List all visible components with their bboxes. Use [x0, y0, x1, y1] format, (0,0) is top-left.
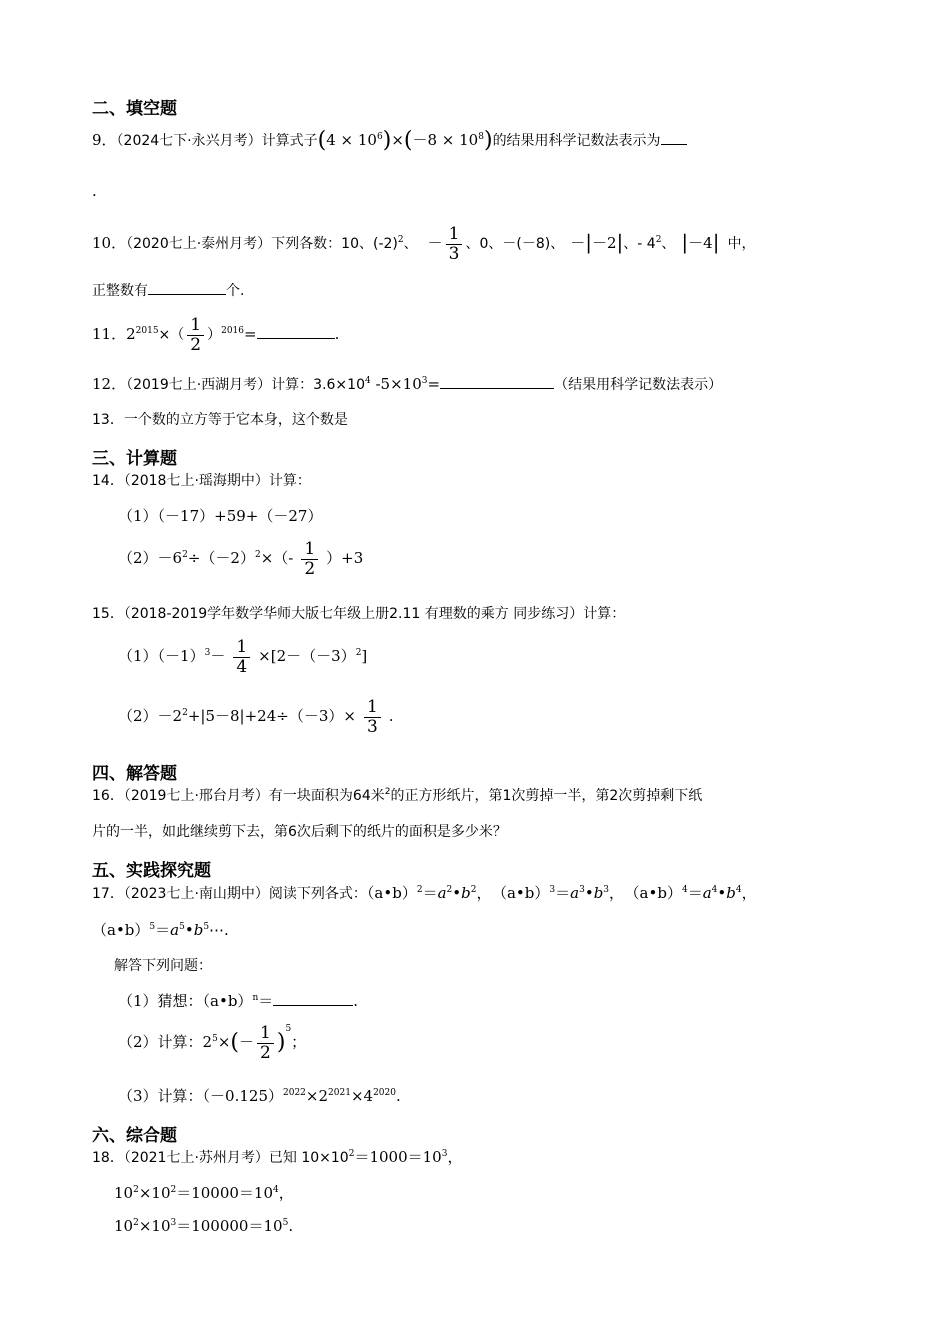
fraction: $\frac{1}{2}$: [301, 540, 318, 578]
section-title-calculation: 三、计算题: [92, 449, 177, 469]
answer-blank[interactable]: [148, 292, 226, 295]
question-number: 10．: [92, 234, 127, 253]
question-18-line2: $10^2\times 10^2=10000=10^4$，: [114, 1184, 294, 1202]
question-18-line3: $10^2\times 10^3=100000=10^5$.: [114, 1217, 294, 1235]
question-16-line2: 片的一半，如此继续剪下去，第6次后剩下的纸片的面积是多少米？: [92, 824, 507, 840]
question-17: 17．（2023七上·南山期中）阅读下列各式：$(a•b)^2=a^2•b^2$， $(a•b)^3=a^3•b^3$， $(a•b)^4=a^4•b^4$，: [92, 884, 757, 902]
question-16: 16．（2019七上·邢台月考）有一块面积为64米$^2$的正方形纸片，第1次剪掉一半，第2次剪掉剩下纸: [92, 787, 703, 804]
question-12: 12．（2019七上·西湖月考）计算：$3.6\times 10^4$ $-5\times 10^3=$ （结果用科学记数法表示）: [92, 375, 723, 393]
fraction: $\frac{1}{4}$: [233, 638, 250, 676]
question-source: （2023七上·南山期中）阅读下列各式：: [123, 886, 367, 902]
answer-blank[interactable]: [661, 142, 687, 145]
fraction: $\frac{1}{3}$: [446, 225, 463, 263]
question-15: [92, 603, 625, 623]
question-number: 11．: [92, 325, 127, 344]
question-number: 17．: [92, 886, 124, 902]
fraction: $\frac{1}{2}$: [257, 1024, 274, 1062]
question-10-line2: 正整数有 个.: [92, 283, 245, 299]
question-10: 10．（2020七上·泰州月考）下列各数：10、$(-2)^2$、 － $\frac{1}{3}$ 、0、－(－8)、 －|－2|、- $4^2$、 |－4| 中，: [92, 224, 756, 264]
question-18: 18．（2021七上·苏州月考）已知 $10\times 10^2=1000=10^3$，: [92, 1148, 463, 1166]
section-title-comprehensive: 六、综合题: [92, 1126, 177, 1146]
question-14-part-2: $(2)-6^2\div(-2)^2\times(-$ $\frac{1}{2}$ ）+3: [118, 539, 364, 579]
section-title-fill-blank: 二、填空题: [92, 99, 177, 119]
question-number: 13．: [92, 412, 124, 428]
answer-blank[interactable]: [273, 1003, 353, 1006]
question-14: [92, 470, 311, 490]
question-9-line2: .: [92, 182, 97, 200]
question-source: （2018-2019学年数学华师大版七年级上册2.11 有理数的乘方 同步练习）计算：: [123, 606, 626, 622]
question-17-part-3: （3）计算：$(-0.125)^{2022}\times 2^{2021}\times 4^{2020}$.: [118, 1087, 401, 1105]
question-source: （2020七上·泰州月考）下列各数：10、(-2): [126, 236, 398, 253]
question-number: 9．: [92, 131, 117, 149]
question-15-part-2: $(2)-2^2+|5-8|+24\div(-3)\times$ $\frac{1}{3}$ .: [118, 697, 394, 737]
question-number: 12．: [92, 375, 127, 393]
question-number: 18．: [92, 1150, 124, 1166]
question-source: （2019七上·西湖月考）计算：3.6×10: [126, 377, 365, 393]
fraction: $\frac{1}{3}$: [364, 698, 381, 736]
question-source: （2018七上·瑶海期中）计算：: [123, 473, 311, 489]
question-source: （2024七下·永兴月考）计算式子: [116, 133, 318, 149]
question-17-intro: 解答下列问题：: [114, 958, 212, 974]
question-number: 15．: [92, 606, 124, 622]
question-17-line2: $(a•b)^5=a^5•b^5\cdots$.: [92, 921, 229, 939]
section-title-answer: 四、解答题: [92, 764, 177, 784]
answer-blank[interactable]: [257, 336, 335, 339]
answer-blank[interactable]: [440, 386, 554, 389]
question-13: 13．一个数的立方等于它本身，这个数是: [92, 412, 348, 428]
question-number: 16．: [92, 788, 124, 804]
question-9: 9．（2024七下·永兴月考）计算式子$(4 \times 10^6)\times(-8 \times 10^8)$的结果用科学记数法表示为: [92, 128, 687, 153]
question-17-part-1: （1）猜想：（a•b）$^n$＝ .: [118, 992, 359, 1010]
question-11: 11．$2^{2015}\times$（ $\frac{1}{2}$ ）$^{2016}$= .: [92, 315, 340, 355]
fraction: $\frac{1}{2}$: [187, 316, 204, 354]
question-15-part-1: $(1)(-1)^3-$ $\frac{1}{4}$ $\times[2-(-3)^2]$: [118, 637, 368, 677]
question-number: 14．: [92, 473, 124, 489]
section-title-practice: 五、实践探究题: [92, 861, 211, 881]
question-14-part-1: （1）（－17）+59+（－27）: [118, 507, 323, 525]
question-17-part-2: （2）计算：$2^5\times(-$ $\frac{1}{2}$ )$^5$；: [118, 1023, 307, 1063]
